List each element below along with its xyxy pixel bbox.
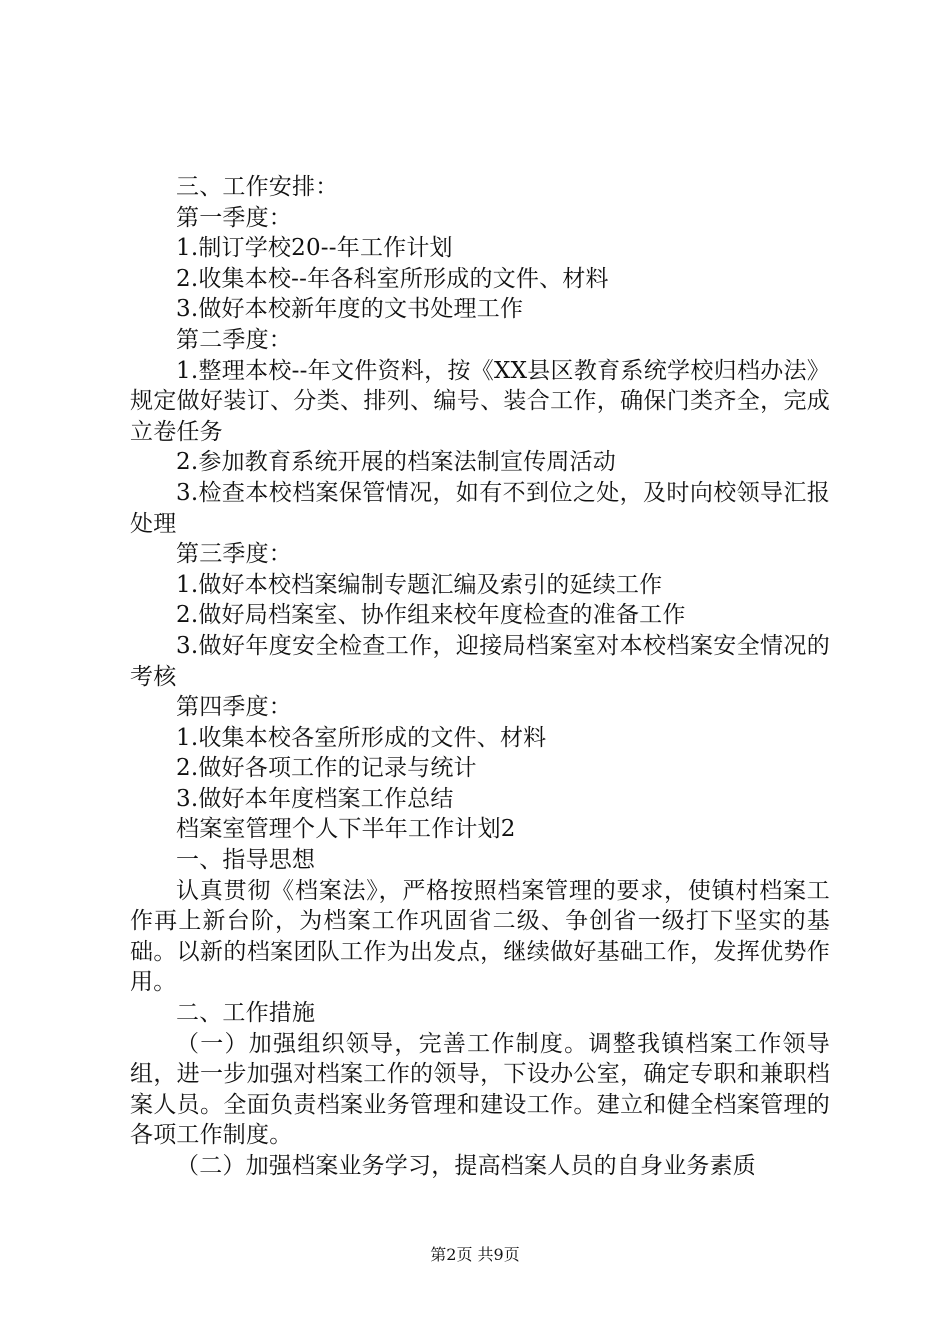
list-item: 2.参加教育系统开展的档案法制宣传周活动 <box>176 449 616 476</box>
list-item: 3.做好本年度档案工作总结 <box>176 785 454 812</box>
section-heading: 二、工作措施 <box>176 1000 316 1027</box>
section-heading: 三、工作安排： <box>176 174 339 200</box>
document-title: 档案室管理个人下半年工作计划2 <box>176 816 516 843</box>
list-item: 1.制订学校20--年工作计划 <box>176 235 453 262</box>
list-item: 3.检查本校档案保管情况，如有不到位之处，及时向校领导汇报处理 <box>130 479 830 537</box>
quarter-heading: 第二季度： <box>176 326 292 353</box>
list-item: 1.做好本校档案编制专题汇编及索引的延续工作 <box>176 571 663 598</box>
list-item: 1.收集本校各室所形成的文件、材料 <box>176 724 547 751</box>
page-number-footer: 第2页 共9页 <box>430 1245 520 1264</box>
quarter-heading: 第一季度： <box>176 204 292 231</box>
list-item: 2.做好局档案室、协作组来校年度检查的准备工作 <box>176 602 686 629</box>
list-item: 2.收集本校--年各科室所形成的文件、材料 <box>176 265 609 292</box>
list-item: 2.做好各项工作的记录与统计 <box>176 755 477 782</box>
quarter-heading: 第三季度： <box>176 541 292 568</box>
quarter-heading: 第四季度： <box>176 694 292 721</box>
body-paragraph: （一）加强组织领导，完善工作制度。调整我镇档案工作领导组，进一步加强对档案工作的领导，下设办公室，确定专职和兼职档案人员。全面负责档案业务管理和建设工作。建立和健全档案管理的各项工作制度。 <box>130 1030 830 1149</box>
document-body <box>130 172 830 1182</box>
list-item: 3.做好本校新年度的文书处理工作 <box>176 296 524 323</box>
body-paragraph: （二）加强档案业务学习，提高档案人员的自身业务素质 <box>176 1153 756 1179</box>
list-item: 1.整理本校--年文件资料，按《XX县区教育系统学校归档办法》规定做好装订、分类、排列、编号、装合工作，确保门类齐全，完成立卷任务 <box>130 357 830 445</box>
section-heading: 一、指导思想 <box>176 847 316 874</box>
body-paragraph: 认真贯彻《档案法》，严格按照档案管理的要求，使镇村档案工作再上新台阶，为档案工作巩固省二级、争创省一级打下坚实的基础。以新的档案团队工作为出发点，继续做好基础工作，发挥优势作用。 <box>130 877 830 996</box>
list-item: 3.做好年度安全检查工作，迎接局档案室对本校档案安全情况的考核 <box>130 632 830 690</box>
